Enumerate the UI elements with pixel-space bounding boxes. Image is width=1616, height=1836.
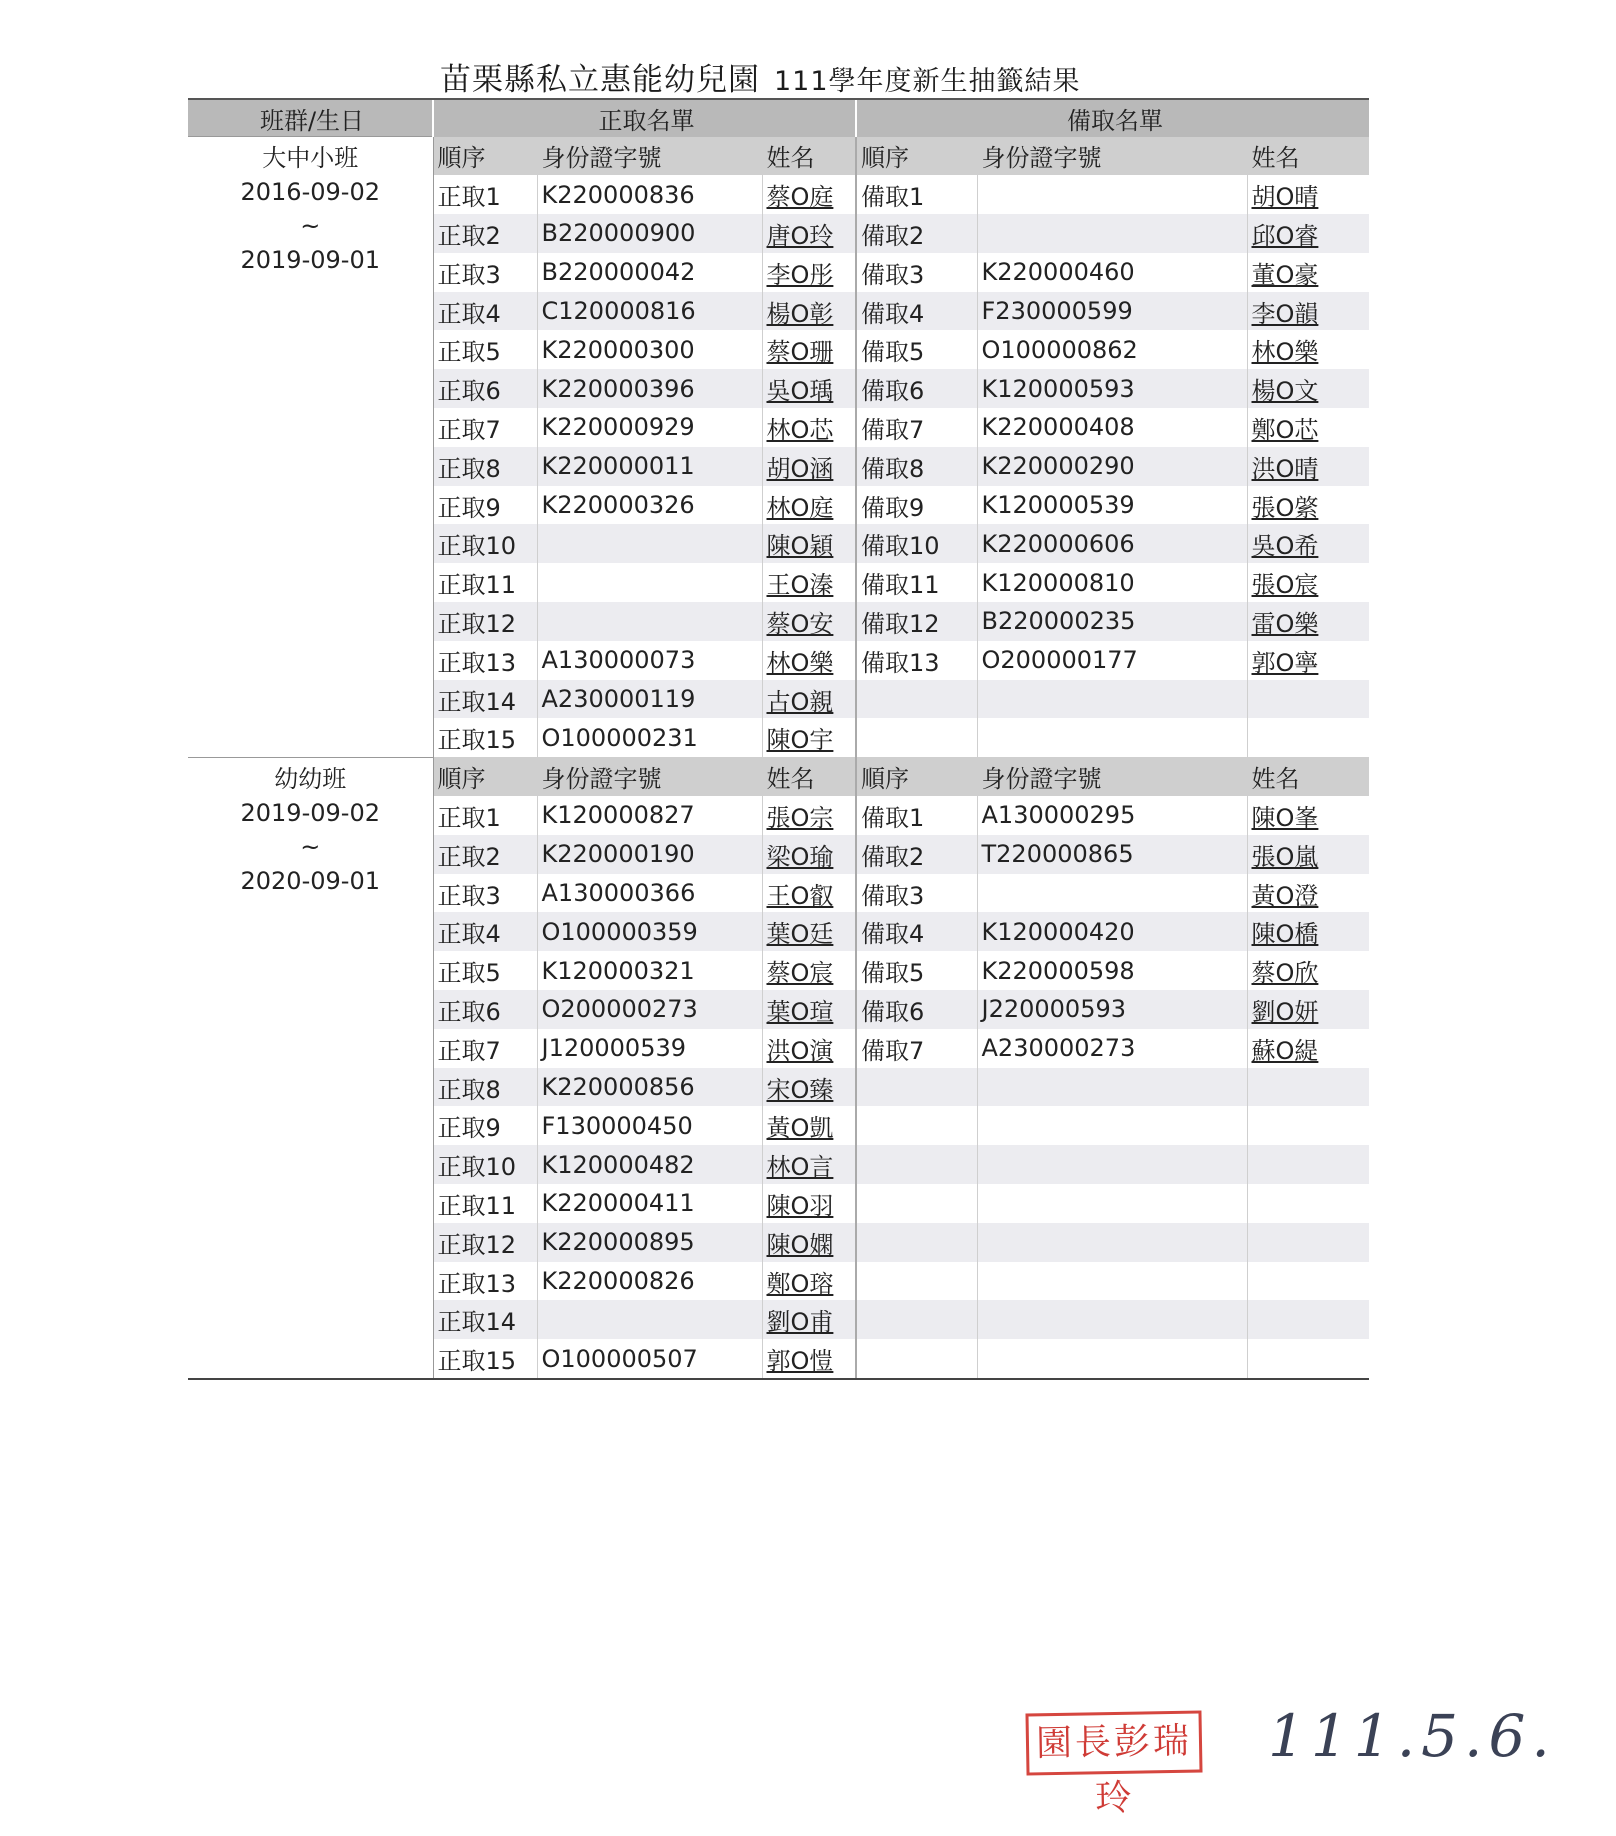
waitlist-name-text: 陳O峯 bbox=[1251, 803, 1319, 832]
admitted-name-text: 王O溱 bbox=[766, 571, 834, 600]
admitted-order: 正取12 bbox=[433, 602, 537, 641]
admitted-id: O100000359 bbox=[537, 912, 762, 951]
class-group-cell bbox=[188, 137, 433, 758]
admitted-name-text: 葉O瑄 bbox=[766, 997, 834, 1026]
admitted-name bbox=[762, 912, 856, 951]
waitlist-name bbox=[1247, 835, 1369, 874]
waitlist-id bbox=[977, 718, 1247, 757]
waitlist-order bbox=[856, 718, 977, 757]
admitted-name-text: 林O庭 bbox=[766, 493, 834, 522]
waitlist-id bbox=[977, 1145, 1247, 1184]
waitlist-name-text: 蘇O緹 bbox=[1251, 1036, 1319, 1065]
admitted-order: 正取14 bbox=[433, 680, 537, 719]
admitted-name-text: 李O彤 bbox=[766, 260, 834, 289]
waitlist-name bbox=[1247, 253, 1369, 292]
waitlist-id: A130000295 bbox=[977, 796, 1247, 835]
admitted-name-text: 蔡O珊 bbox=[766, 338, 834, 367]
waitlist-name bbox=[1247, 447, 1369, 486]
waitlist-name bbox=[1247, 796, 1369, 835]
admitted-name bbox=[762, 253, 856, 292]
admitted-id: B220000900 bbox=[537, 214, 762, 253]
subheader-id: 身份證字號 bbox=[537, 757, 762, 796]
waitlist-name bbox=[1247, 874, 1369, 913]
page-title bbox=[440, 54, 1081, 99]
admitted-name bbox=[762, 1262, 856, 1301]
admitted-id: F130000450 bbox=[537, 1106, 762, 1145]
admitted-name-text: 葉O廷 bbox=[766, 920, 834, 949]
admitted-name-text: 唐O玲 bbox=[766, 221, 834, 250]
waitlist-order bbox=[856, 1262, 977, 1301]
admitted-name bbox=[762, 524, 856, 563]
class-group-from: 2016-09-02 bbox=[240, 178, 380, 206]
admitted-order: 正取6 bbox=[433, 990, 537, 1029]
waitlist-name bbox=[1247, 641, 1369, 680]
waitlist-order: 備取1 bbox=[856, 175, 977, 214]
admitted-id: K220000326 bbox=[537, 486, 762, 525]
admitted-id: K220000190 bbox=[537, 835, 762, 874]
admitted-id: K120000827 bbox=[537, 796, 762, 835]
admitted-id: K220000856 bbox=[537, 1068, 762, 1107]
admitted-name bbox=[762, 1106, 856, 1145]
title-main: 苗栗縣私立惠能幼兒園 bbox=[440, 62, 760, 98]
waitlist-order: 備取3 bbox=[856, 874, 977, 913]
admitted-order: 正取9 bbox=[433, 1106, 537, 1145]
admitted-order: 正取15 bbox=[433, 1339, 537, 1379]
waitlist-id: K220000598 bbox=[977, 951, 1247, 990]
column-subheader-row bbox=[188, 137, 1369, 176]
waitlist-order: 備取2 bbox=[856, 214, 977, 253]
admitted-name-text: 陳O嫻 bbox=[766, 1230, 834, 1259]
waitlist-name bbox=[1247, 912, 1369, 951]
admitted-name bbox=[762, 1223, 856, 1262]
admitted-name bbox=[762, 641, 856, 680]
admitted-name-text: 宋O臻 bbox=[766, 1075, 834, 1104]
waitlist-order bbox=[856, 1339, 977, 1379]
waitlist-order: 備取9 bbox=[856, 486, 977, 525]
admitted-name-text: 林O言 bbox=[766, 1153, 834, 1182]
waitlist-name-text: 陳O橋 bbox=[1251, 920, 1319, 949]
admitted-id: K220000836 bbox=[537, 175, 762, 214]
admitted-name bbox=[762, 1068, 856, 1107]
waitlist-id: T220000865 bbox=[977, 835, 1247, 874]
waitlist-order: 備取7 bbox=[856, 408, 977, 447]
admitted-name bbox=[762, 1029, 856, 1068]
waitlist-order: 備取1 bbox=[856, 796, 977, 835]
admitted-id: A130000073 bbox=[537, 641, 762, 680]
admitted-id bbox=[537, 524, 762, 563]
waitlist-order: 備取11 bbox=[856, 563, 977, 602]
waitlist-id: A230000273 bbox=[977, 1029, 1247, 1068]
waitlist-order bbox=[856, 1106, 977, 1145]
subheader-id: 身份證字號 bbox=[977, 137, 1247, 176]
waitlist-id: K220000460 bbox=[977, 253, 1247, 292]
admitted-name bbox=[762, 1300, 856, 1339]
waitlist-name-text: 黃O澄 bbox=[1251, 881, 1319, 910]
admitted-order: 正取2 bbox=[433, 835, 537, 874]
admitted-order: 正取9 bbox=[433, 486, 537, 525]
admitted-order: 正取7 bbox=[433, 1029, 537, 1068]
waitlist-name bbox=[1247, 1029, 1369, 1068]
waitlist-id bbox=[977, 680, 1247, 719]
waitlist-name bbox=[1247, 1068, 1369, 1107]
admitted-name bbox=[762, 602, 856, 641]
admitted-order: 正取8 bbox=[433, 447, 537, 486]
waitlist-name bbox=[1247, 602, 1369, 641]
waitlist-name bbox=[1247, 1106, 1369, 1145]
class-group-tilde: ~ bbox=[300, 212, 321, 240]
class-group-tilde: ~ bbox=[300, 832, 321, 861]
waitlist-name bbox=[1247, 1145, 1369, 1184]
waitlist-name-text: 鄭O芯 bbox=[1251, 415, 1319, 444]
header-waitlist: 備取名單 bbox=[856, 99, 1369, 137]
admitted-id: K220000011 bbox=[537, 447, 762, 486]
waitlist-order bbox=[856, 1300, 977, 1339]
waitlist-id: O200000177 bbox=[977, 641, 1247, 680]
waitlist-order: 備取4 bbox=[856, 292, 977, 331]
waitlist-id: K120000539 bbox=[977, 486, 1247, 525]
waitlist-name bbox=[1247, 369, 1369, 408]
admitted-id: A130000366 bbox=[537, 874, 762, 913]
admitted-id: O100000507 bbox=[537, 1339, 762, 1379]
waitlist-order: 備取6 bbox=[856, 369, 977, 408]
waitlist-id bbox=[977, 874, 1247, 913]
admitted-id bbox=[537, 563, 762, 602]
admitted-name bbox=[762, 951, 856, 990]
admitted-order: 正取4 bbox=[433, 912, 537, 951]
waitlist-id: K120000593 bbox=[977, 369, 1247, 408]
waitlist-name bbox=[1247, 1300, 1369, 1339]
title-year: 111學年度新生抽籤結果 bbox=[774, 66, 1081, 97]
admitted-name bbox=[762, 330, 856, 369]
admitted-order: 正取1 bbox=[433, 796, 537, 835]
waitlist-name bbox=[1247, 1339, 1369, 1379]
waitlist-name bbox=[1247, 408, 1369, 447]
waitlist-name bbox=[1247, 951, 1369, 990]
admitted-name-text: 蔡O庭 bbox=[766, 183, 834, 212]
admitted-name bbox=[762, 718, 856, 757]
admitted-name-text: 吳O瑀 bbox=[766, 377, 834, 406]
admitted-id: K120000321 bbox=[537, 951, 762, 990]
admitted-id bbox=[537, 1300, 762, 1339]
waitlist-name-text: 張O綮 bbox=[1251, 493, 1319, 522]
waitlist-id bbox=[977, 1339, 1247, 1379]
waitlist-order: 備取10 bbox=[856, 524, 977, 563]
admitted-order: 正取15 bbox=[433, 718, 537, 757]
admitted-id: O100000231 bbox=[537, 718, 762, 757]
header-group: 班群/生日 bbox=[188, 99, 433, 137]
waitlist-id bbox=[977, 1223, 1247, 1262]
admitted-order: 正取8 bbox=[433, 1068, 537, 1107]
waitlist-name bbox=[1247, 1262, 1369, 1301]
waitlist-id bbox=[977, 1068, 1247, 1107]
admitted-name bbox=[762, 680, 856, 719]
waitlist-id: B220000235 bbox=[977, 602, 1247, 641]
waitlist-id bbox=[977, 214, 1247, 253]
waitlist-order bbox=[856, 1068, 977, 1107]
admitted-name-text: 楊O彰 bbox=[766, 299, 834, 328]
waitlist-order bbox=[856, 680, 977, 719]
column-subheader-row bbox=[188, 757, 1369, 796]
admitted-order: 正取10 bbox=[433, 1145, 537, 1184]
waitlist-name bbox=[1247, 524, 1369, 563]
admitted-name-text: 林O芯 bbox=[766, 415, 834, 444]
subheader-name: 姓名 bbox=[762, 757, 856, 796]
admitted-name-text: 林O樂 bbox=[766, 648, 834, 677]
admitted-id: K220000929 bbox=[537, 408, 762, 447]
admitted-order: 正取3 bbox=[433, 874, 537, 913]
admitted-name-text: 胡O涵 bbox=[766, 454, 834, 483]
admitted-name bbox=[762, 1339, 856, 1379]
admitted-name bbox=[762, 214, 856, 253]
admitted-id: K220000895 bbox=[537, 1223, 762, 1262]
class-group-label: 幼幼班 bbox=[274, 764, 347, 793]
class-group-from: 2019-09-02 bbox=[240, 798, 380, 827]
waitlist-name-text: 張O宸 bbox=[1251, 571, 1319, 600]
admitted-order: 正取6 bbox=[433, 369, 537, 408]
waitlist-name bbox=[1247, 1184, 1369, 1223]
waitlist-id: K220000408 bbox=[977, 408, 1247, 447]
waitlist-name bbox=[1247, 990, 1369, 1029]
admitted-order: 正取5 bbox=[433, 951, 537, 990]
class-group-label: 大中小班 bbox=[262, 144, 359, 172]
admitted-name-text: 梁O瑜 bbox=[766, 842, 834, 871]
subheader-id: 身份證字號 bbox=[977, 757, 1247, 796]
subheader-order: 順序 bbox=[856, 757, 977, 796]
waitlist-id: J220000593 bbox=[977, 990, 1247, 1029]
waitlist-name-text: 李O韻 bbox=[1251, 299, 1319, 328]
admitted-name bbox=[762, 408, 856, 447]
admitted-order: 正取7 bbox=[433, 408, 537, 447]
principal-seal-stamp: 園長彭瑞玲 bbox=[1025, 1710, 1202, 1775]
waitlist-id: K120000420 bbox=[977, 912, 1247, 951]
admitted-order: 正取5 bbox=[433, 330, 537, 369]
admitted-order: 正取13 bbox=[433, 1262, 537, 1301]
admitted-id: K220000826 bbox=[537, 1262, 762, 1301]
admitted-name-text: 蔡O安 bbox=[766, 609, 834, 638]
admitted-id: K220000300 bbox=[537, 330, 762, 369]
admitted-name bbox=[762, 835, 856, 874]
admitted-name bbox=[762, 990, 856, 1029]
admitted-name-text: 陳O穎 bbox=[766, 532, 834, 561]
subheader-order: 順序 bbox=[433, 757, 537, 796]
waitlist-name bbox=[1247, 563, 1369, 602]
admitted-id: O200000273 bbox=[537, 990, 762, 1029]
waitlist-order: 備取2 bbox=[856, 835, 977, 874]
handwritten-date: 111.5.6. bbox=[1268, 1702, 1556, 1770]
waitlist-name-text: 林O樂 bbox=[1251, 338, 1319, 367]
waitlist-order bbox=[856, 1184, 977, 1223]
class-group-to: 2020-09-01 bbox=[240, 866, 380, 895]
waitlist-id: F230000599 bbox=[977, 292, 1247, 331]
admitted-name bbox=[762, 1145, 856, 1184]
subheader-name: 姓名 bbox=[1247, 137, 1369, 176]
waitlist-name-text: 劉O妍 bbox=[1251, 997, 1319, 1026]
admitted-order: 正取11 bbox=[433, 563, 537, 602]
admitted-name bbox=[762, 369, 856, 408]
admitted-name bbox=[762, 796, 856, 835]
admitted-id: K220000396 bbox=[537, 369, 762, 408]
waitlist-name-text: 吳O希 bbox=[1251, 532, 1319, 561]
waitlist-name-text: 董O豪 bbox=[1251, 260, 1319, 289]
admitted-id: C120000816 bbox=[537, 292, 762, 331]
class-group-to: 2019-09-01 bbox=[240, 246, 380, 274]
waitlist-order bbox=[856, 1223, 977, 1262]
waitlist-name bbox=[1247, 486, 1369, 525]
admitted-order: 正取1 bbox=[433, 175, 537, 214]
waitlist-id bbox=[977, 1300, 1247, 1339]
admitted-name-text: 蔡O宸 bbox=[766, 959, 834, 988]
admitted-name-text: 黃O凱 bbox=[766, 1114, 834, 1143]
admitted-id: K220000411 bbox=[537, 1184, 762, 1223]
waitlist-name bbox=[1247, 292, 1369, 331]
waitlist-id bbox=[977, 1262, 1247, 1301]
admitted-name-text: 郭O愷 bbox=[766, 1347, 834, 1376]
admitted-name-text: 洪O演 bbox=[766, 1036, 834, 1065]
admitted-id: K120000482 bbox=[537, 1145, 762, 1184]
admitted-name bbox=[762, 486, 856, 525]
waitlist-order: 備取12 bbox=[856, 602, 977, 641]
waitlist-order: 備取7 bbox=[856, 1029, 977, 1068]
subheader-id: 身份證字號 bbox=[537, 137, 762, 176]
admitted-id: A230000119 bbox=[537, 680, 762, 719]
admitted-id: J120000539 bbox=[537, 1029, 762, 1068]
waitlist-name bbox=[1247, 718, 1369, 757]
waitlist-name bbox=[1247, 680, 1369, 719]
admitted-order: 正取4 bbox=[433, 292, 537, 331]
waitlist-id: K120000810 bbox=[977, 563, 1247, 602]
waitlist-order: 備取6 bbox=[856, 990, 977, 1029]
admitted-name-text: 鄭O瑢 bbox=[766, 1269, 834, 1298]
admitted-name-text: 古O親 bbox=[766, 687, 834, 716]
waitlist-order: 備取5 bbox=[856, 330, 977, 369]
waitlist-id bbox=[977, 175, 1247, 214]
table-header-row bbox=[188, 99, 1369, 137]
waitlist-name-text: 張O嵐 bbox=[1251, 842, 1319, 871]
waitlist-name bbox=[1247, 330, 1369, 369]
lottery-results-table bbox=[188, 98, 1369, 1380]
subheader-order: 順序 bbox=[856, 137, 977, 176]
admitted-id bbox=[537, 602, 762, 641]
waitlist-id bbox=[977, 1184, 1247, 1223]
admitted-order: 正取11 bbox=[433, 1184, 537, 1223]
admitted-name bbox=[762, 292, 856, 331]
admitted-name bbox=[762, 175, 856, 214]
admitted-name-text: 王O叡 bbox=[766, 881, 834, 910]
waitlist-name bbox=[1247, 175, 1369, 214]
waitlist-name-text: 胡O晴 bbox=[1251, 183, 1319, 212]
admitted-name bbox=[762, 563, 856, 602]
waitlist-name bbox=[1247, 1223, 1369, 1262]
waitlist-id bbox=[977, 1106, 1247, 1145]
subheader-name: 姓名 bbox=[1247, 757, 1369, 796]
waitlist-order bbox=[856, 1145, 977, 1184]
admitted-order: 正取2 bbox=[433, 214, 537, 253]
waitlist-id: O100000862 bbox=[977, 330, 1247, 369]
admitted-order: 正取14 bbox=[433, 1300, 537, 1339]
admitted-id: B220000042 bbox=[537, 253, 762, 292]
waitlist-name-text: 郭O寧 bbox=[1251, 648, 1319, 677]
admitted-name bbox=[762, 1184, 856, 1223]
waitlist-order: 備取4 bbox=[856, 912, 977, 951]
waitlist-name-text: 洪O晴 bbox=[1251, 454, 1319, 483]
waitlist-order: 備取3 bbox=[856, 253, 977, 292]
admitted-name-text: 陳O羽 bbox=[766, 1191, 834, 1220]
waitlist-id: K220000606 bbox=[977, 524, 1247, 563]
header-admitted: 正取名單 bbox=[433, 99, 856, 137]
admitted-order: 正取13 bbox=[433, 641, 537, 680]
waitlist-name bbox=[1247, 214, 1369, 253]
waitlist-order: 備取5 bbox=[856, 951, 977, 990]
waitlist-order: 備取13 bbox=[856, 641, 977, 680]
admitted-name bbox=[762, 874, 856, 913]
subheader-order: 順序 bbox=[433, 137, 537, 176]
waitlist-id: K220000290 bbox=[977, 447, 1247, 486]
admitted-name bbox=[762, 447, 856, 486]
waitlist-name-text: 雷O樂 bbox=[1251, 609, 1319, 638]
admitted-order: 正取12 bbox=[433, 1223, 537, 1262]
subheader-name: 姓名 bbox=[762, 137, 856, 176]
waitlist-name-text: 楊O文 bbox=[1251, 377, 1319, 406]
admitted-order: 正取10 bbox=[433, 524, 537, 563]
admitted-name-text: 張O宗 bbox=[766, 803, 834, 832]
admitted-order: 正取3 bbox=[433, 253, 537, 292]
admitted-name-text: 陳O宇 bbox=[766, 726, 834, 755]
waitlist-order: 備取8 bbox=[856, 447, 977, 486]
class-group-cell bbox=[188, 757, 433, 1379]
admitted-name-text: 劉O甫 bbox=[766, 1308, 834, 1337]
waitlist-name-text: 邱O睿 bbox=[1251, 221, 1319, 250]
waitlist-name-text: 蔡O欣 bbox=[1251, 959, 1319, 988]
